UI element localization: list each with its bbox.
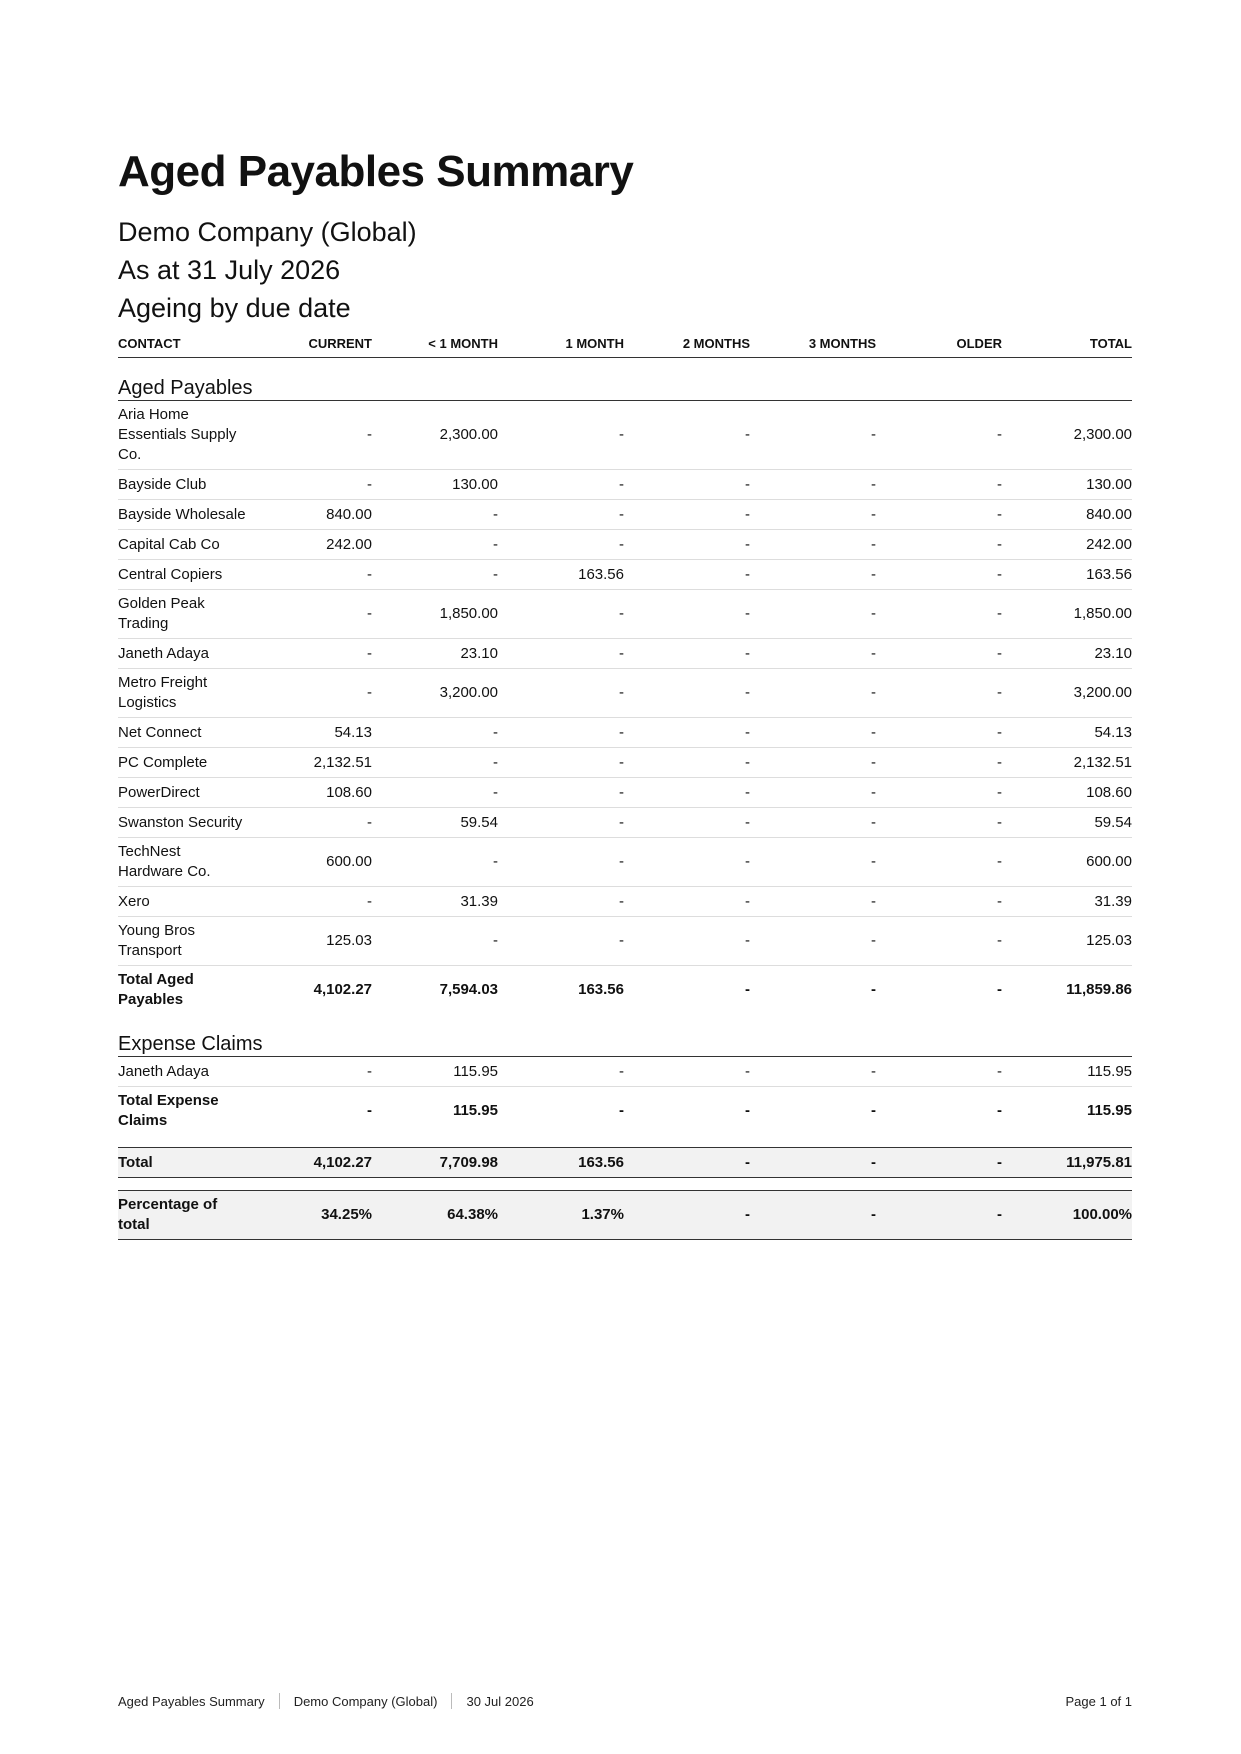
footer-divider (451, 1693, 452, 1709)
cell-1-month: - (498, 808, 624, 838)
footer-divider (279, 1693, 280, 1709)
col-1-month: 1 MONTH (498, 328, 624, 358)
cell-lt-1-month: - (372, 778, 498, 808)
table-row (118, 669, 1132, 718)
table-row (118, 808, 1132, 838)
cell-current: 108.60 (246, 778, 372, 808)
header-row (118, 328, 1132, 358)
cell-3-months: - (750, 917, 876, 966)
cell-older: - (876, 1057, 1002, 1087)
cell-older: - (876, 917, 1002, 966)
cell-lt-1-month: 31.39 (372, 887, 498, 917)
cell-total: 108.60 (1002, 778, 1132, 808)
cell-3-months: - (750, 1191, 876, 1240)
cell-1-month: - (498, 590, 624, 639)
cell-lt-1-month: - (372, 530, 498, 560)
cell-older: - (876, 639, 1002, 669)
cell-2-months: - (624, 639, 750, 669)
cell-older: - (997, 1102, 1002, 1119)
footer-page-number: Page 1 of 1 (1065, 1693, 1132, 1709)
cell-lt-1-month: 7,594.03 (439, 981, 498, 998)
cell-current: - (246, 1057, 372, 1087)
cell-3-months: - (750, 748, 876, 778)
cell-current: 242.00 (246, 530, 372, 560)
cell-3-months: - (750, 808, 876, 838)
contact-name: Aria Home Essentials Supply Co. (118, 401, 246, 470)
spacer-cell (118, 1178, 1132, 1191)
cell-older: - (876, 401, 1002, 470)
cell-total: 125.03 (1002, 917, 1132, 966)
percentage-row (118, 1191, 1132, 1240)
cell-2-months: - (624, 401, 750, 470)
footer-date: 30 Jul 2026 (466, 1693, 534, 1709)
cell-1-month: - (498, 887, 624, 917)
cell-older: - (876, 718, 1002, 748)
cell-total: 2,132.51 (1002, 748, 1132, 778)
cell-current: - (246, 590, 372, 639)
cell-2-months: - (624, 500, 750, 530)
cell-2-months: - (624, 917, 750, 966)
cell-1-month: - (498, 530, 624, 560)
footer-report-name: Aged Payables Summary (118, 1693, 265, 1709)
section-heading: Aged Payables (118, 358, 1132, 401)
row-spacer (118, 1178, 1132, 1191)
cell-1-month: - (498, 639, 624, 669)
cell-1-month: - (498, 470, 624, 500)
cell-total: 1,850.00 (1002, 590, 1132, 639)
ageing-basis: Ageing by due date (118, 293, 351, 323)
cell-lt-1-month: - (372, 838, 498, 887)
cell-3-months: - (750, 470, 876, 500)
cell-1-month: - (498, 1057, 624, 1087)
cell-3-months: - (871, 981, 876, 998)
cell-1-month: 163.56 (498, 560, 624, 590)
contact-name: Golden Peak Trading (118, 590, 246, 639)
table-row (118, 560, 1132, 590)
contact-name: Janeth Adaya (118, 1057, 246, 1087)
cell-current: 54.13 (246, 718, 372, 748)
footer-company: Demo Company (Global) (293, 1693, 438, 1709)
col-2-months: 2 MONTHS (624, 328, 750, 358)
cell-older: - (876, 838, 1002, 887)
cell-1-month: - (619, 1102, 624, 1119)
cell-lt-1-month: 59.54 (372, 808, 498, 838)
cell-total: 100.00% (1002, 1191, 1132, 1240)
cell-total: 130.00 (1002, 470, 1132, 500)
cell-2-months: - (624, 838, 750, 887)
cell-lt-1-month: - (372, 500, 498, 530)
section-total-label: Total Expense Claims (118, 1092, 219, 1129)
cell-total: 2,300.00 (1002, 401, 1132, 470)
section-heading-row (118, 1014, 1132, 1057)
cell-current: - (246, 639, 372, 669)
cell-2-months: - (624, 1148, 750, 1178)
contact-name: Swanston Security (118, 808, 246, 838)
grand-total-row (118, 1148, 1132, 1178)
cell-older: - (876, 1148, 1002, 1178)
cell-2-months: - (745, 981, 750, 998)
cell-older: - (876, 530, 1002, 560)
cell-3-months: - (750, 1057, 876, 1087)
cell-lt-1-month: 23.10 (372, 639, 498, 669)
cell-2-months: - (624, 778, 750, 808)
cell-3-months: - (750, 590, 876, 639)
contact-name: Bayside Club (118, 470, 246, 500)
table-row (118, 838, 1132, 887)
cell-2-months: - (624, 1191, 750, 1240)
cell-2-months: - (624, 718, 750, 748)
cell-1-month: - (498, 401, 624, 470)
section-heading: Expense Claims (118, 1014, 1132, 1057)
cell-total: 600.00 (1002, 838, 1132, 887)
cell-lt-1-month: 130.00 (372, 470, 498, 500)
cell-lt-1-month: - (372, 718, 498, 748)
cell-3-months: - (750, 401, 876, 470)
cell-1-month: - (498, 778, 624, 808)
cell-older: - (997, 981, 1002, 998)
cell-total: 3,200.00 (1002, 669, 1132, 718)
cell-2-months: - (624, 560, 750, 590)
cell-older: - (876, 470, 1002, 500)
contact-name: PowerDirect (118, 778, 246, 808)
cell-2-months: - (624, 1057, 750, 1087)
cell-3-months: - (750, 778, 876, 808)
cell-lt-1-month: - (372, 748, 498, 778)
cell-3-months: - (750, 1148, 876, 1178)
cell-lt-1-month: 1,850.00 (372, 590, 498, 639)
cell-older: - (876, 1191, 1002, 1240)
cell-current: - (246, 669, 372, 718)
aged-payables-table (118, 328, 1132, 1240)
cell-current: - (246, 560, 372, 590)
cell-1-month: - (498, 500, 624, 530)
cell-2-months: - (624, 669, 750, 718)
col-older: OLDER (876, 328, 1002, 358)
cell-2-months: - (745, 1102, 750, 1119)
table-row (118, 778, 1132, 808)
cell-older: - (876, 669, 1002, 718)
cell-lt-1-month: 115.95 (372, 1057, 498, 1087)
table-row (118, 500, 1132, 530)
contact-name: Janeth Adaya (118, 639, 246, 669)
contact-name: Capital Cab Co (118, 530, 246, 560)
page-footer (118, 1693, 1132, 1709)
table-row (118, 917, 1132, 966)
cell-total: 163.56 (1002, 560, 1132, 590)
cell-older: - (876, 500, 1002, 530)
cell-3-months: - (750, 639, 876, 669)
row-spacer (118, 1135, 1132, 1148)
cell-total: 31.39 (1002, 887, 1132, 917)
col-3-months: 3 MONTHS (750, 328, 876, 358)
cell-older: - (876, 808, 1002, 838)
section-total-label: Total Aged Payables (118, 971, 194, 1008)
percentage-label: Percentage of total (118, 1191, 246, 1240)
cell-older: - (876, 590, 1002, 639)
cell-current: 600.00 (246, 838, 372, 887)
cell-total: 54.13 (1002, 718, 1132, 748)
contact-name: PC Complete (118, 748, 246, 778)
contact-name: Central Copiers (118, 560, 246, 590)
cell-lt-1-month: 115.95 (452, 1102, 498, 1119)
col-contact: CONTACT (118, 328, 246, 358)
cell-2-months: - (624, 530, 750, 560)
cell-current: - (246, 808, 372, 838)
table-row (118, 748, 1132, 778)
cell-1-month: - (498, 917, 624, 966)
cell-current: 4,102.27 (246, 1148, 372, 1178)
cell-lt-1-month: 2,300.00 (372, 401, 498, 470)
contact-name: Net Connect (118, 718, 246, 748)
section-total-row (118, 966, 1132, 1015)
table-row (118, 590, 1132, 639)
cell-total: 115.95 (1002, 1057, 1132, 1087)
cell-total: 840.00 (1002, 500, 1132, 530)
cell-1-month: - (498, 669, 624, 718)
cell-1-month: - (498, 718, 624, 748)
cell-3-months: - (871, 1102, 876, 1119)
cell-2-months: - (624, 808, 750, 838)
table-body (118, 358, 1132, 1240)
cell-current: - (367, 1102, 372, 1119)
grand-total-label: Total (118, 1148, 246, 1178)
section-heading-row (118, 358, 1132, 401)
table-row (118, 470, 1132, 500)
contact-name: Young Bros Transport (118, 917, 246, 966)
cell-3-months: - (750, 718, 876, 748)
cell-total: 115.95 (1086, 1102, 1132, 1119)
cell-older: - (876, 560, 1002, 590)
col-current: CURRENT (246, 328, 372, 358)
cell-total: 242.00 (1002, 530, 1132, 560)
cell-lt-1-month: - (372, 560, 498, 590)
col-total: TOTAL (1002, 328, 1132, 358)
contact-name: Xero (118, 887, 246, 917)
cell-total: 11,859.86 (1066, 981, 1132, 998)
cell-1-month: - (498, 748, 624, 778)
cell-lt-1-month: - (372, 917, 498, 966)
cell-3-months: - (750, 838, 876, 887)
cell-current: 2,132.51 (246, 748, 372, 778)
cell-current: 125.03 (246, 917, 372, 966)
cell-3-months: - (750, 887, 876, 917)
cell-2-months: - (624, 590, 750, 639)
section-total-row (118, 1087, 1132, 1136)
cell-lt-1-month: 7,709.98 (372, 1148, 498, 1178)
cell-current: - (246, 401, 372, 470)
cell-2-months: - (624, 470, 750, 500)
cell-1-month: 163.56 (498, 1148, 624, 1178)
cell-1-month: 1.37% (498, 1191, 624, 1240)
cell-lt-1-month: 3,200.00 (372, 669, 498, 718)
cell-3-months: - (750, 500, 876, 530)
cell-1-month: - (498, 838, 624, 887)
cell-total: 59.54 (1002, 808, 1132, 838)
cell-older: - (876, 778, 1002, 808)
cell-lt-1-month: 64.38% (372, 1191, 498, 1240)
table-row (118, 1057, 1132, 1087)
cell-3-months: - (750, 530, 876, 560)
table-row (118, 887, 1132, 917)
table-row (118, 530, 1132, 560)
cell-2-months: - (624, 887, 750, 917)
cell-older: - (876, 887, 1002, 917)
cell-total: 23.10 (1002, 639, 1132, 669)
cell-3-months: - (750, 560, 876, 590)
contact-name: TechNest Hardware Co. (118, 838, 246, 887)
cell-current: - (246, 887, 372, 917)
contact-name: Bayside Wholesale (118, 500, 246, 530)
cell-3-months: - (750, 669, 876, 718)
cell-1-month: 163.56 (578, 981, 624, 998)
cell-current: - (246, 470, 372, 500)
table-row (118, 401, 1132, 470)
contact-name: Metro Freight Logistics (118, 669, 246, 718)
cell-2-months: - (624, 748, 750, 778)
as-at-date: As at 31 July 2026 (118, 255, 341, 285)
cell-current: 34.25% (246, 1191, 372, 1240)
spacer-cell (118, 1135, 1132, 1148)
cell-older: - (876, 748, 1002, 778)
cell-total: 11,975.81 (1002, 1148, 1132, 1178)
company-name: Demo Company (Global) (118, 217, 417, 247)
cell-current: 4,102.27 (313, 981, 372, 998)
col-lt-1-month: < 1 MONTH (372, 328, 498, 358)
table-row (118, 639, 1132, 669)
table-row (118, 718, 1132, 748)
report-title: Aged Payables Summary (118, 147, 634, 196)
cell-current: 840.00 (246, 500, 372, 530)
